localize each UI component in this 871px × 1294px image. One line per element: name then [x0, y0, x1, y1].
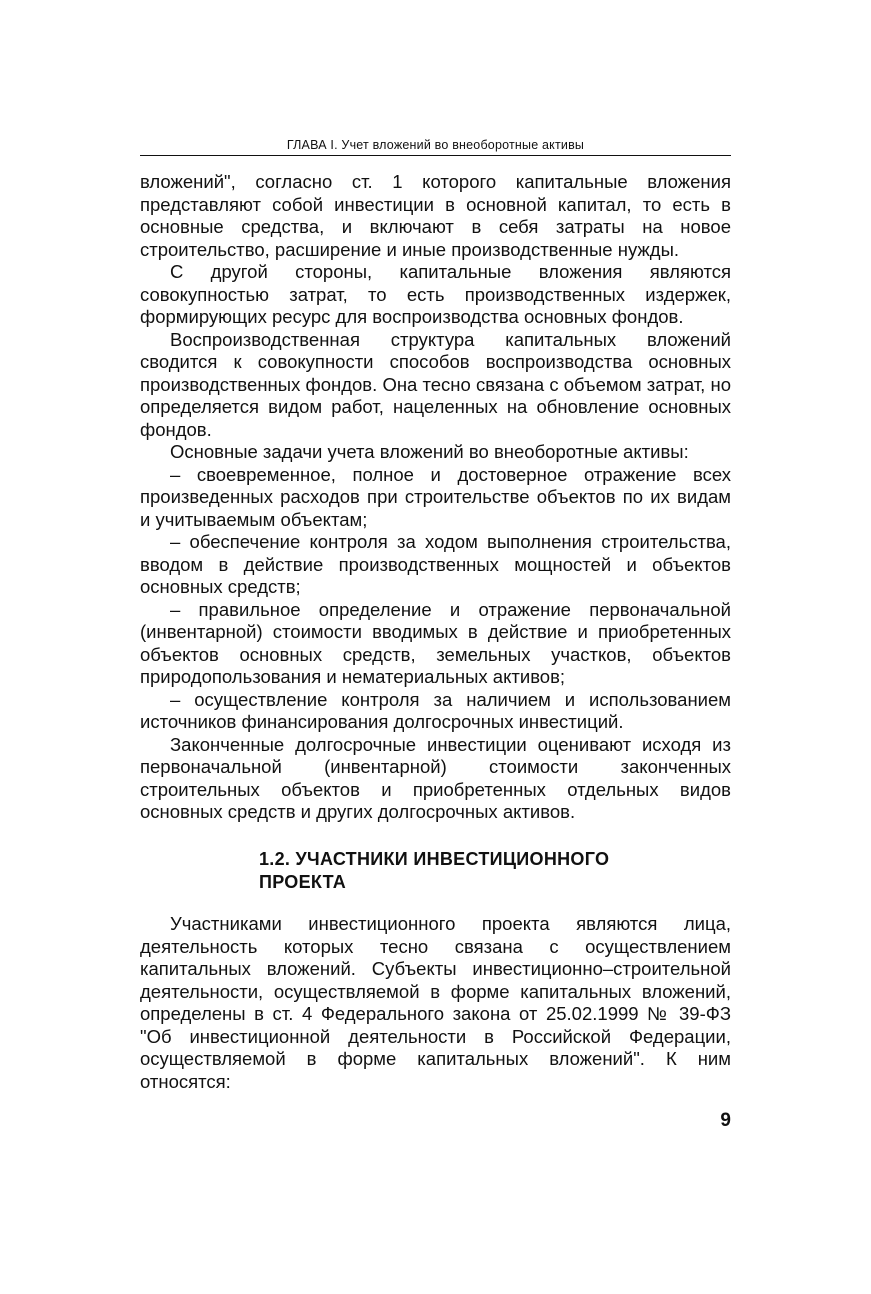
running-head: ГЛАВА I. Учет вложений во внеоборотные активы	[286, 138, 585, 152]
paragraph: вложений", согласно ст. 1 которого капитальные вложения представляют собой инвестиции в основной капитал, то есть в основные средства, и включают в себя затраты на новое строительство, расширение и иные производственные нужды.	[140, 171, 731, 260]
body-text	[140, 171, 731, 824]
paragraph: Законченные долгосрочные инвестиции оценивают исходя из первоначальной (инвентарной) стоимости законченных строительных объектов и приобретенных отдельных видов основных средств и других долгосрочных активов.	[140, 733, 731, 822]
list-item: – обеспечение контроля за ходом выполнения строительства, вводом в действие производственных мощностей и объектов основных средств;	[140, 531, 731, 597]
section-title-line: ПРОЕКТА	[259, 871, 347, 892]
page-number: 9	[720, 1110, 731, 1131]
paragraph: С другой стороны, капитальные вложения являются совокупностью затрат, то есть производственных издержек, формирующих ресурс для воспроизводства основных фондов.	[140, 261, 731, 327]
list-item: – осуществление контроля за наличием и использованием источников финансирования долгосрочных инвестиций.	[140, 688, 731, 732]
list-item: – своевременное, полное и достоверное отражение всех произведенных расходов при строительстве объектов по их видам и учитываемым объектам;	[140, 463, 731, 530]
header-rule	[140, 155, 731, 156]
list-item: – правильное определение и отражение первоначальной (инвентарной) стоимости вводимых в действие и приобретенных объектов основных средств, земельных участков, объектов природопользования и нематериальных активов;	[140, 598, 731, 687]
section-title-line: 1.2. УЧАСТНИКИ ИНВЕСТИЦИОННОГО	[259, 849, 610, 869]
section-title	[259, 848, 719, 893]
paragraph: Воспроизводственная структура капитальных вложений сводится к совокупности способов воспроизводства основных производственных фондов. Она тесно связана с объемом затрат, но определяется видом работ, нацеленных на обновление основных фондов.	[140, 328, 731, 440]
section-body-text	[140, 913, 731, 1093]
paragraph: Участниками инвестиционного проекта являются лица, деятельность которых тесно связана с осуществлением капитальных вложений. Субъекты инвестиционно–строительной деятельности, осуществляемой в форме капитальных вложений, определены в ст. 4 Федерального закона от 25.02.1999 № 39-ФЗ "Об инвестиционной деятельности в Российской Федерации, осуществляемой в форме капитальных вложений". К ним относятся:	[140, 913, 731, 1092]
paragraph: Основные задачи учета вложений во внеоборотные активы:	[170, 441, 689, 462]
